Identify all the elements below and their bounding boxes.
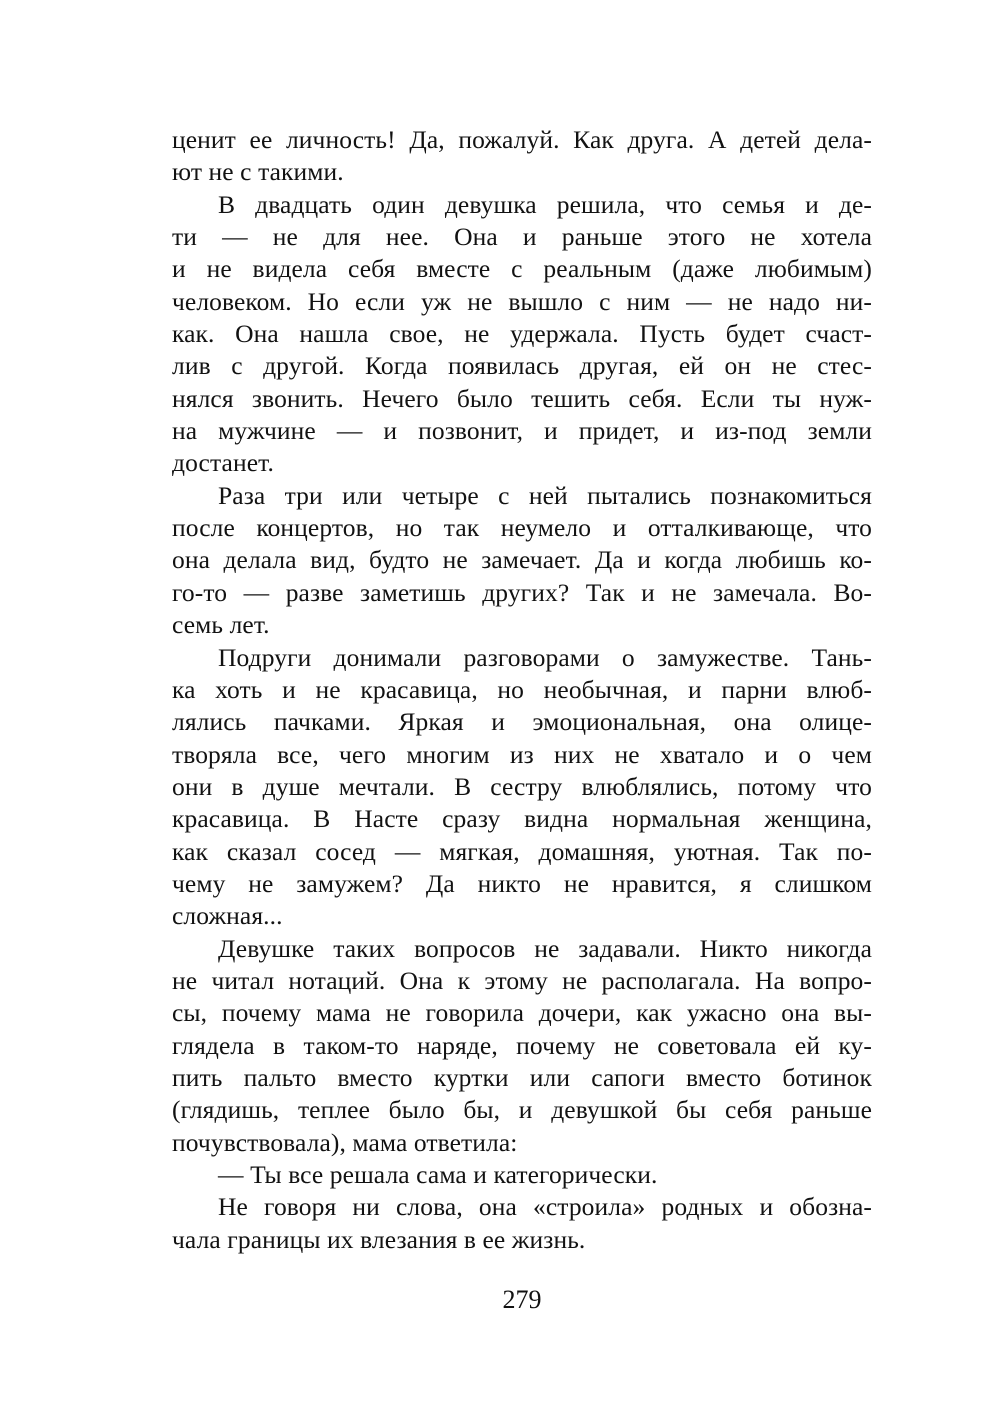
text-line: Раза три или четыре с ней пытались познакомиться xyxy=(218,480,872,510)
text-line: не читал нотаций. Она к этому не располагала. На вопро- xyxy=(172,965,872,995)
text-line: Не говоря ни слова, она «строила» родных и обозна- xyxy=(218,1192,872,1222)
paragraph xyxy=(172,1159,872,1191)
paragraph xyxy=(172,933,872,1159)
paragraph xyxy=(172,124,872,189)
text-line: ти — не для нее. Она и раньше этого не хотела xyxy=(172,222,872,252)
text-line: го-то — разве заметишь других? Так и не замечала. Во- xyxy=(172,577,872,607)
text-line: ка хоть и не красавица, но необычная, и парни влюб- xyxy=(172,674,872,704)
text-line: глядела в таком-то наряде, почему не советовала ей ку- xyxy=(172,1030,872,1060)
text-line: они в душе мечтали. В сестру влюблялись, потому что xyxy=(172,771,872,801)
text-line: В двадцать один девушка решила, что семья и де- xyxy=(218,189,872,219)
text-line: на мужчине — и позвонит, и придет, и из-под земли xyxy=(172,416,872,446)
text-line: нялся звонить. Нечего было тешить себя. Если ты нуж- xyxy=(172,383,872,413)
text-line: Девушке таких вопросов не задавали. Никто никогда xyxy=(218,933,872,963)
text-line: человеком. Но если уж не вышло с ним — не надо ни- xyxy=(172,286,872,316)
text-line: (глядишь, теплее было бы, и девушкой бы себя раньше xyxy=(172,1095,872,1125)
text-line: и не видела себя вместе с реальным (даже любимым) xyxy=(172,254,872,284)
text-line: пить пальто вместо куртки или сапоги вместо ботинок xyxy=(172,1062,872,1092)
text-line: творяла все, чего многим из них не хватало и о чем xyxy=(172,739,872,769)
text-line: сложная... xyxy=(172,901,283,931)
text-line: — Ты все решала сама и категорически. xyxy=(218,1160,658,1189)
paragraph xyxy=(172,480,872,642)
text-line: она делала вид, будто не замечает. Да и когда любишь ко- xyxy=(172,545,872,575)
text-line: лив с другой. Когда появилась другая, ей он не стес- xyxy=(172,351,872,381)
text-line: как сказал сосед — мягкая, домашняя, уютная. Так по- xyxy=(172,836,872,866)
text-line: красавица. В Насте сразу видна нормальная женщина, xyxy=(172,804,872,834)
page-number: 279 xyxy=(502,1285,542,1314)
text-line: ют не с такими. xyxy=(172,157,344,187)
text-line: чему не замужем? Да никто не нравится, я слишком xyxy=(172,868,872,898)
page-text xyxy=(172,124,872,1256)
paragraph xyxy=(172,642,872,933)
text-line: Подруги донимали разговорами о замужестве. Тань- xyxy=(218,642,872,672)
text-line: лялись пачками. Яркая и эмоциональная, она олице- xyxy=(172,707,872,737)
text-line: после концертов, но так неумело и отталкивающе, что xyxy=(172,513,872,543)
text-line: чала границы их влезания в ее жизнь. xyxy=(172,1224,586,1254)
text-line: сы, почему мама не говорила дочери, как ужасно она вы- xyxy=(172,998,872,1028)
text-line: как. Она нашла свое, не удержала. Пусть будет счаст- xyxy=(172,319,872,349)
paragraph xyxy=(172,1191,872,1256)
text-line: семь лет. xyxy=(172,610,270,640)
text-line: достанет. xyxy=(172,448,274,478)
text-line: почувствовала), мама ответила: xyxy=(172,1127,518,1157)
text-line: ценит ее личность! Да, пожалуй. Как друга. А детей дела- xyxy=(172,125,872,154)
paragraph xyxy=(172,189,872,480)
